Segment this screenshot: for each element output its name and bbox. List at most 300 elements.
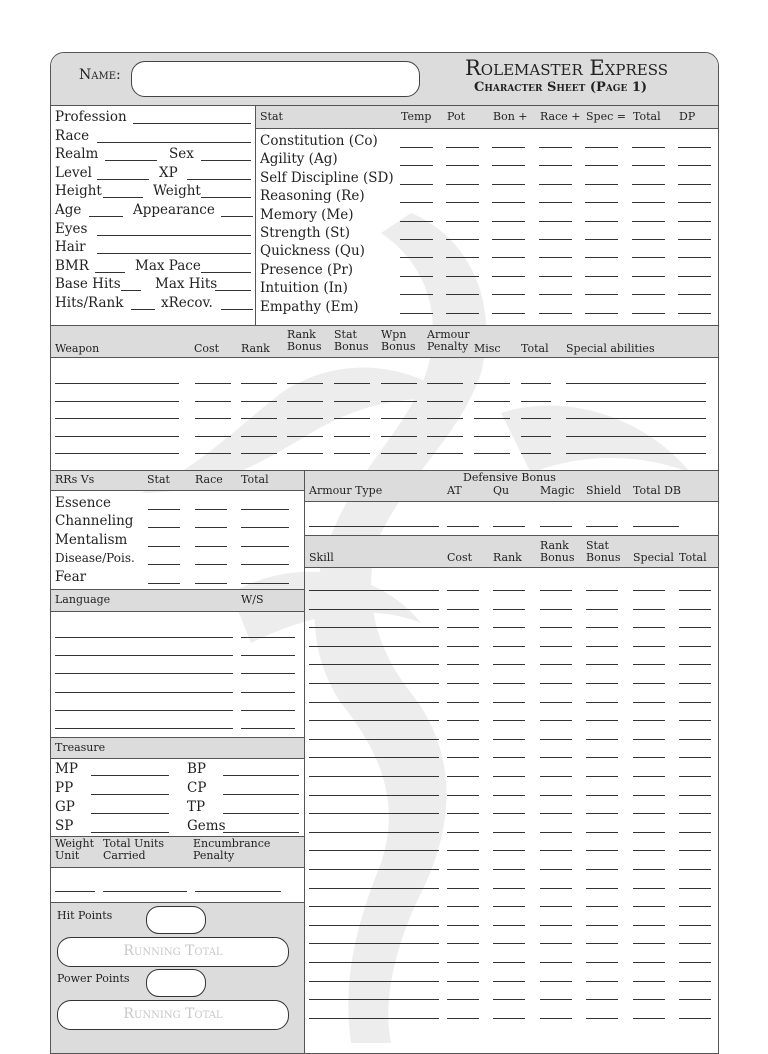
treasure-input[interactable]: [91, 775, 169, 776]
skill-input[interactable]: [493, 795, 525, 796]
stat-input[interactable]: [539, 239, 572, 240]
field-input-appearance[interactable]: [221, 216, 253, 217]
weapon-input[interactable]: [287, 418, 323, 419]
weapon-input[interactable]: [566, 401, 706, 402]
skill-input[interactable]: [633, 795, 665, 796]
skill-input[interactable]: [679, 925, 711, 926]
stat-input[interactable]: [585, 147, 618, 148]
skill-input[interactable]: [540, 1018, 572, 1019]
stat-input[interactable]: [539, 202, 572, 203]
skill-input[interactable]: [493, 832, 525, 833]
skill-input[interactable]: [447, 1018, 479, 1019]
weapon-input[interactable]: [55, 401, 179, 402]
weapon-input[interactable]: [55, 436, 179, 437]
skill-input[interactable]: [679, 702, 711, 703]
skill-input[interactable]: [540, 646, 572, 647]
skill-input[interactable]: [447, 925, 479, 926]
armour-input[interactable]: [540, 526, 572, 527]
skill-input[interactable]: [633, 832, 665, 833]
skill-input[interactable]: [633, 776, 665, 777]
skill-input[interactable]: [447, 832, 479, 833]
skill-input[interactable]: [633, 981, 665, 982]
weapon-input[interactable]: [195, 401, 231, 402]
weapon-input[interactable]: [241, 436, 277, 437]
rr-input[interactable]: [148, 583, 180, 584]
skill-input[interactable]: [493, 869, 525, 870]
weapon-input[interactable]: [521, 418, 551, 419]
weapon-input[interactable]: [474, 401, 510, 402]
weapon-input[interactable]: [287, 453, 323, 454]
weapon-input[interactable]: [521, 453, 551, 454]
rr-input[interactable]: [148, 509, 180, 510]
field-input-eyes[interactable]: [97, 235, 251, 236]
language-input[interactable]: [55, 692, 233, 693]
skill-input[interactable]: [447, 795, 479, 796]
rr-input[interactable]: [148, 527, 180, 528]
skill-input[interactable]: [586, 906, 618, 907]
skill-input[interactable]: [633, 925, 665, 926]
weapon-input[interactable]: [55, 383, 179, 384]
skill-input[interactable]: [586, 981, 618, 982]
skill-input[interactable]: [633, 646, 665, 647]
skill-input[interactable]: [586, 888, 618, 889]
skill-input[interactable]: [679, 850, 711, 851]
rr-input[interactable]: [195, 546, 227, 547]
skill-input[interactable]: [540, 850, 572, 851]
skill-input[interactable]: [493, 646, 525, 647]
skill-input[interactable]: [309, 757, 439, 758]
skill-input[interactable]: [309, 683, 439, 684]
skill-input[interactable]: [586, 962, 618, 963]
stat-input[interactable]: [678, 221, 711, 222]
stat-input[interactable]: [632, 313, 665, 314]
skill-input[interactable]: [493, 739, 525, 740]
skill-input[interactable]: [679, 869, 711, 870]
skill-input[interactable]: [309, 962, 439, 963]
ws-input[interactable]: [241, 655, 295, 656]
skill-input[interactable]: [493, 664, 525, 665]
skill-input[interactable]: [540, 832, 572, 833]
skill-input[interactable]: [586, 943, 618, 944]
skill-input[interactable]: [679, 906, 711, 907]
weapon-input[interactable]: [427, 436, 463, 437]
skill-input[interactable]: [540, 664, 572, 665]
rr-input[interactable]: [241, 546, 289, 547]
stat-input[interactable]: [400, 221, 433, 222]
stat-input[interactable]: [446, 239, 479, 240]
language-input[interactable]: [55, 728, 233, 729]
stat-input[interactable]: [632, 184, 665, 185]
stat-input[interactable]: [539, 184, 572, 185]
skill-input[interactable]: [309, 832, 439, 833]
stat-input[interactable]: [446, 165, 479, 166]
skill-input[interactable]: [309, 906, 439, 907]
field-input-xp[interactable]: [187, 179, 251, 180]
skill-input[interactable]: [540, 757, 572, 758]
stat-input[interactable]: [492, 313, 525, 314]
skill-input[interactable]: [309, 813, 439, 814]
skill-input[interactable]: [309, 702, 439, 703]
skill-input[interactable]: [447, 609, 479, 610]
hp-running-total-field[interactable]: [57, 937, 289, 967]
skill-input[interactable]: [447, 906, 479, 907]
ws-input[interactable]: [241, 637, 295, 638]
skill-input[interactable]: [679, 609, 711, 610]
field-input-level[interactable]: [97, 179, 149, 180]
stat-input[interactable]: [446, 257, 479, 258]
skill-input[interactable]: [309, 850, 439, 851]
skill-input[interactable]: [633, 739, 665, 740]
skill-input[interactable]: [309, 664, 439, 665]
stat-input[interactable]: [539, 221, 572, 222]
field-input-sex[interactable]: [201, 160, 251, 161]
stat-input[interactable]: [678, 239, 711, 240]
weapon-input[interactable]: [474, 453, 510, 454]
stat-input[interactable]: [632, 239, 665, 240]
weapon-input[interactable]: [381, 383, 417, 384]
skill-input[interactable]: [493, 999, 525, 1000]
stat-input[interactable]: [678, 257, 711, 258]
stat-input[interactable]: [400, 239, 433, 240]
skill-input[interactable]: [309, 795, 439, 796]
skill-input[interactable]: [447, 850, 479, 851]
skill-input[interactable]: [309, 776, 439, 777]
stat-input[interactable]: [585, 239, 618, 240]
skill-input[interactable]: [493, 925, 525, 926]
skill-input[interactable]: [679, 943, 711, 944]
stat-input[interactable]: [492, 257, 525, 258]
skill-input[interactable]: [586, 795, 618, 796]
stat-input[interactable]: [539, 294, 572, 295]
skill-input[interactable]: [309, 888, 439, 889]
skill-input[interactable]: [679, 1018, 711, 1019]
stat-input[interactable]: [678, 165, 711, 166]
ws-input[interactable]: [241, 710, 295, 711]
skill-input[interactable]: [586, 757, 618, 758]
weapon-input[interactable]: [521, 401, 551, 402]
weapon-input[interactable]: [381, 436, 417, 437]
ws-input[interactable]: [241, 692, 295, 693]
treasure-input[interactable]: [223, 775, 299, 776]
skill-input[interactable]: [586, 850, 618, 851]
skill-input[interactable]: [309, 981, 439, 982]
language-input[interactable]: [55, 673, 233, 674]
skill-input[interactable]: [447, 757, 479, 758]
skill-input[interactable]: [540, 981, 572, 982]
stat-input[interactable]: [446, 184, 479, 185]
weapon-input[interactable]: [55, 453, 179, 454]
weapon-input[interactable]: [381, 453, 417, 454]
armour-input[interactable]: [586, 526, 618, 527]
skill-input[interactable]: [540, 776, 572, 777]
treasure-input[interactable]: [91, 794, 169, 795]
stat-input[interactable]: [678, 147, 711, 148]
ws-input[interactable]: [241, 673, 295, 674]
skill-input[interactable]: [633, 609, 665, 610]
skill-input[interactable]: [633, 702, 665, 703]
weapon-input[interactable]: [334, 383, 370, 384]
stat-input[interactable]: [678, 294, 711, 295]
skill-input[interactable]: [447, 981, 479, 982]
rr-input[interactable]: [195, 583, 227, 584]
stat-input[interactable]: [446, 221, 479, 222]
stat-input[interactable]: [446, 147, 479, 148]
language-input[interactable]: [55, 710, 233, 711]
skill-input[interactable]: [633, 720, 665, 721]
skill-input[interactable]: [540, 888, 572, 889]
skill-input[interactable]: [679, 646, 711, 647]
weapon-input[interactable]: [474, 383, 510, 384]
stat-input[interactable]: [539, 313, 572, 314]
armour-input[interactable]: [633, 526, 679, 527]
stat-input[interactable]: [585, 202, 618, 203]
skill-input[interactable]: [679, 888, 711, 889]
weapon-input[interactable]: [334, 401, 370, 402]
skill-input[interactable]: [679, 720, 711, 721]
skill-input[interactable]: [633, 869, 665, 870]
power-points-input[interactable]: [146, 969, 206, 997]
rr-input[interactable]: [148, 564, 180, 565]
field-input-xrecov-[interactable]: [221, 309, 253, 310]
skill-input[interactable]: [493, 683, 525, 684]
weapon-input[interactable]: [566, 453, 706, 454]
skill-input[interactable]: [633, 590, 665, 591]
stat-input[interactable]: [446, 294, 479, 295]
stat-input[interactable]: [400, 276, 433, 277]
stat-input[interactable]: [632, 221, 665, 222]
skill-input[interactable]: [586, 609, 618, 610]
skill-input[interactable]: [309, 720, 439, 721]
treasure-input[interactable]: [223, 813, 299, 814]
skill-input[interactable]: [633, 664, 665, 665]
stat-input[interactable]: [492, 294, 525, 295]
skill-input[interactable]: [586, 627, 618, 628]
treasure-input[interactable]: [91, 813, 169, 814]
skill-input[interactable]: [633, 888, 665, 889]
armour-input[interactable]: [447, 526, 479, 527]
stat-input[interactable]: [585, 221, 618, 222]
field-input-max-pace[interactable]: [201, 272, 251, 273]
skill-input[interactable]: [540, 702, 572, 703]
stat-input[interactable]: [585, 165, 618, 166]
skill-input[interactable]: [586, 999, 618, 1000]
skill-input[interactable]: [447, 627, 479, 628]
skill-input[interactable]: [309, 1018, 439, 1019]
skill-input[interactable]: [447, 739, 479, 740]
rr-input[interactable]: [241, 564, 289, 565]
field-input-race[interactable]: [97, 142, 251, 143]
weapon-input[interactable]: [427, 401, 463, 402]
stat-input[interactable]: [539, 147, 572, 148]
skill-input[interactable]: [540, 590, 572, 591]
skill-input[interactable]: [679, 683, 711, 684]
skill-input[interactable]: [679, 776, 711, 777]
skill-input[interactable]: [309, 739, 439, 740]
skill-input[interactable]: [633, 813, 665, 814]
skill-input[interactable]: [493, 906, 525, 907]
field-input-realm[interactable]: [105, 160, 157, 161]
stat-input[interactable]: [678, 313, 711, 314]
stat-input[interactable]: [492, 276, 525, 277]
skill-input[interactable]: [586, 720, 618, 721]
skill-input[interactable]: [493, 962, 525, 963]
stat-input[interactable]: [400, 257, 433, 258]
weapon-input[interactable]: [474, 436, 510, 437]
stat-input[interactable]: [632, 276, 665, 277]
name-input[interactable]: [131, 61, 420, 97]
weapon-input[interactable]: [334, 453, 370, 454]
skill-input[interactable]: [493, 776, 525, 777]
weapon-input[interactable]: [334, 436, 370, 437]
stat-input[interactable]: [678, 202, 711, 203]
hit-points-input[interactable]: [146, 906, 206, 934]
skill-input[interactable]: [540, 813, 572, 814]
stat-input[interactable]: [585, 257, 618, 258]
weapon-input[interactable]: [241, 418, 277, 419]
stat-input[interactable]: [492, 202, 525, 203]
stat-input[interactable]: [632, 147, 665, 148]
skill-input[interactable]: [540, 869, 572, 870]
field-input-age[interactable]: [89, 216, 123, 217]
skill-input[interactable]: [540, 943, 572, 944]
skill-input[interactable]: [493, 590, 525, 591]
weapon-input[interactable]: [287, 383, 323, 384]
skill-input[interactable]: [586, 925, 618, 926]
skill-input[interactable]: [309, 590, 439, 591]
skill-input[interactable]: [309, 925, 439, 926]
skill-input[interactable]: [447, 590, 479, 591]
skill-input[interactable]: [679, 739, 711, 740]
weapon-input[interactable]: [334, 418, 370, 419]
skill-input[interactable]: [633, 999, 665, 1000]
stat-input[interactable]: [632, 257, 665, 258]
skill-input[interactable]: [493, 850, 525, 851]
skill-input[interactable]: [586, 739, 618, 740]
treasure-input[interactable]: [223, 832, 299, 833]
stat-input[interactable]: [585, 184, 618, 185]
skill-input[interactable]: [493, 720, 525, 721]
weapon-input[interactable]: [427, 453, 463, 454]
skill-input[interactable]: [493, 943, 525, 944]
stat-input[interactable]: [539, 276, 572, 277]
field-input-profession[interactable]: [133, 123, 251, 124]
skill-input[interactable]: [447, 962, 479, 963]
skill-input[interactable]: [540, 609, 572, 610]
skill-input[interactable]: [633, 627, 665, 628]
skill-input[interactable]: [540, 683, 572, 684]
stat-input[interactable]: [632, 165, 665, 166]
stat-input[interactable]: [492, 184, 525, 185]
field-input-height[interactable]: [103, 197, 143, 198]
stat-input[interactable]: [678, 276, 711, 277]
skill-input[interactable]: [679, 981, 711, 982]
skill-input[interactable]: [309, 609, 439, 610]
stat-input[interactable]: [492, 147, 525, 148]
ws-input[interactable]: [241, 728, 295, 729]
skill-input[interactable]: [493, 757, 525, 758]
rr-input[interactable]: [195, 509, 227, 510]
skill-input[interactable]: [679, 664, 711, 665]
skill-input[interactable]: [586, 683, 618, 684]
skill-input[interactable]: [493, 627, 525, 628]
stat-input[interactable]: [539, 257, 572, 258]
penalty-input[interactable]: [195, 891, 281, 892]
weapon-input[interactable]: [474, 418, 510, 419]
field-input-bmr[interactable]: [95, 272, 125, 273]
armour-input[interactable]: [309, 526, 439, 527]
skill-input[interactable]: [309, 869, 439, 870]
skill-input[interactable]: [586, 702, 618, 703]
stat-input[interactable]: [585, 276, 618, 277]
skill-input[interactable]: [447, 683, 479, 684]
stat-input[interactable]: [400, 294, 433, 295]
rr-input[interactable]: [148, 546, 180, 547]
units-input[interactable]: [103, 891, 187, 892]
pp-running-total-field[interactable]: [57, 1000, 289, 1030]
weapon-input[interactable]: [241, 453, 277, 454]
skill-input[interactable]: [309, 943, 439, 944]
stat-input[interactable]: [400, 184, 433, 185]
weapon-input[interactable]: [427, 418, 463, 419]
skill-input[interactable]: [540, 739, 572, 740]
armour-input[interactable]: [493, 526, 525, 527]
treasure-input[interactable]: [223, 794, 299, 795]
skill-input[interactable]: [679, 813, 711, 814]
skill-input[interactable]: [540, 906, 572, 907]
skill-input[interactable]: [540, 795, 572, 796]
skill-input[interactable]: [633, 1018, 665, 1019]
stat-input[interactable]: [492, 221, 525, 222]
skill-input[interactable]: [633, 757, 665, 758]
rr-input[interactable]: [241, 509, 289, 510]
stat-input[interactable]: [400, 313, 433, 314]
skill-input[interactable]: [493, 702, 525, 703]
skill-input[interactable]: [447, 999, 479, 1000]
skill-input[interactable]: [447, 702, 479, 703]
weapon-input[interactable]: [287, 401, 323, 402]
weapon-input[interactable]: [287, 436, 323, 437]
skill-input[interactable]: [679, 590, 711, 591]
skill-input[interactable]: [447, 664, 479, 665]
field-input-base-hits[interactable]: [121, 290, 141, 291]
stat-input[interactable]: [632, 294, 665, 295]
skill-input[interactable]: [633, 962, 665, 963]
skill-input[interactable]: [586, 646, 618, 647]
skill-input[interactable]: [586, 776, 618, 777]
weapon-input[interactable]: [566, 383, 706, 384]
rr-input[interactable]: [195, 564, 227, 565]
skill-input[interactable]: [540, 925, 572, 926]
skill-input[interactable]: [679, 627, 711, 628]
weapon-input[interactable]: [427, 383, 463, 384]
skill-input[interactable]: [493, 1018, 525, 1019]
skill-input[interactable]: [447, 776, 479, 777]
skill-input[interactable]: [493, 609, 525, 610]
stat-input[interactable]: [446, 202, 479, 203]
skill-input[interactable]: [679, 962, 711, 963]
weapon-input[interactable]: [55, 418, 179, 419]
skill-input[interactable]: [679, 999, 711, 1000]
skill-input[interactable]: [447, 888, 479, 889]
stat-input[interactable]: [585, 294, 618, 295]
weapon-input[interactable]: [241, 401, 277, 402]
skill-input[interactable]: [493, 888, 525, 889]
skill-input[interactable]: [540, 720, 572, 721]
skill-input[interactable]: [447, 720, 479, 721]
stat-input[interactable]: [446, 276, 479, 277]
stat-input[interactable]: [678, 184, 711, 185]
weapon-input[interactable]: [566, 436, 706, 437]
